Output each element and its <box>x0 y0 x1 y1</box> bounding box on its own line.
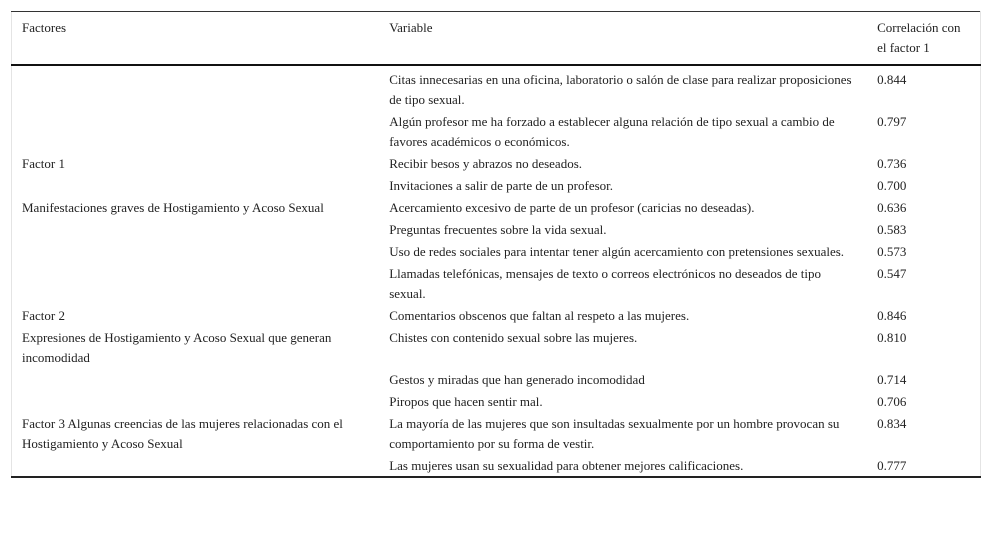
table-row <box>12 240 981 262</box>
correlation-cell: 0.706 <box>877 394 907 409</box>
correlation-cell: 0.777 <box>877 458 907 473</box>
correlation-cell: 0.736 <box>877 156 907 171</box>
variable-cell: Preguntas frecuentes sobre la vida sexual. <box>389 222 607 237</box>
table-row <box>12 65 981 110</box>
variable-cell: Algún profesor me ha forzado a establecer alguna relación de tipo sexual a cambio de favores académicos o económicos. <box>389 114 835 149</box>
table-row <box>12 326 981 368</box>
correlation-cell: 0.573 <box>877 244 907 259</box>
factor-cell: Factor 3 Algunas creencias de las mujeres relacionadas con el Hostigamiento y Acoso Sexual <box>22 416 343 451</box>
correlation-cell: 0.834 <box>877 416 907 431</box>
variable-cell: Comentarios obscenos que faltan al respeto a las mujeres. <box>389 308 690 323</box>
factor-cell <box>12 240 380 262</box>
factor-cell: Factor 1 <box>22 156 65 171</box>
variable-cell: La mayoría de las mujeres que son insultadas sexualmente por un hombre provocan su comportamiento por su forma de vestir. <box>389 416 840 451</box>
variable-cell: Acercamiento excesivo de parte de un profesor (caricias no deseadas). <box>389 200 755 215</box>
factor-cell <box>12 390 380 412</box>
table-row <box>12 304 981 326</box>
variable-cell: Uso de redes sociales para intentar tener algún acercamiento con pretensiones sexuales. <box>389 244 845 259</box>
variable-cell: Las mujeres usan su sexualidad para obtener mejores calificaciones. <box>389 458 744 473</box>
variable-cell: Chistes con contenido sexual sobre las mujeres. <box>389 330 638 345</box>
table-row <box>12 412 981 454</box>
variable-cell: Invitaciones a salir de parte de un profesor. <box>389 178 614 193</box>
correlation-cell: 0.846 <box>877 308 907 323</box>
factor-cell <box>12 65 380 110</box>
table-row <box>12 218 981 240</box>
table-row <box>12 110 981 152</box>
variable-cell: Llamadas telefónicas, mensajes de texto o correos electrónicos no deseados de tipo sexual. <box>389 266 821 301</box>
variable-cell: Piropos que hacen sentir mal. <box>389 394 543 409</box>
factor-cell: Expresiones de Hostigamiento y Acoso Sexual que generan incomodidad <box>22 330 332 365</box>
header-correlacion: Correlación con el factor 1 <box>877 20 961 55</box>
factor-cell <box>12 454 380 477</box>
table-row <box>12 454 981 477</box>
factor-cell <box>12 368 380 390</box>
correlation-cell: 0.714 <box>877 372 907 387</box>
factor-cell: Manifestaciones graves de Hostigamiento y Acoso Sexual <box>22 200 324 215</box>
header-row <box>12 12 981 66</box>
header-variable: Variable <box>389 20 433 35</box>
factor-cell <box>12 262 380 304</box>
factor-cell <box>12 174 380 196</box>
factor-cell <box>12 218 380 240</box>
correlation-cell: 0.797 <box>877 114 907 129</box>
factor-correlation-table <box>11 11 981 478</box>
correlation-cell: 0.700 <box>877 178 907 193</box>
variable-cell: Gestos y miradas que han generado incomodidad <box>389 372 645 387</box>
correlation-cell: 0.583 <box>877 222 907 237</box>
table-row <box>12 390 981 412</box>
variable-cell: Citas innecesarias en una oficina, laboratorio o salón de clase para realizar proposiciones de tipo sexual. <box>389 72 852 107</box>
table-row <box>12 262 981 304</box>
correlation-cell: 0.547 <box>877 266 907 281</box>
table-row <box>12 174 981 196</box>
correlation-cell: 0.844 <box>877 72 907 87</box>
factor-cell: Factor 2 <box>22 308 65 323</box>
table-row <box>12 152 981 174</box>
variable-cell: Recibir besos y abrazos no deseados. <box>389 156 582 171</box>
factor-cell <box>12 110 380 152</box>
correlation-cell: 0.810 <box>877 330 907 345</box>
correlation-cell: 0.636 <box>877 200 907 215</box>
table-row <box>12 196 981 218</box>
table-row <box>12 368 981 390</box>
header-factores: Factores <box>22 20 67 35</box>
